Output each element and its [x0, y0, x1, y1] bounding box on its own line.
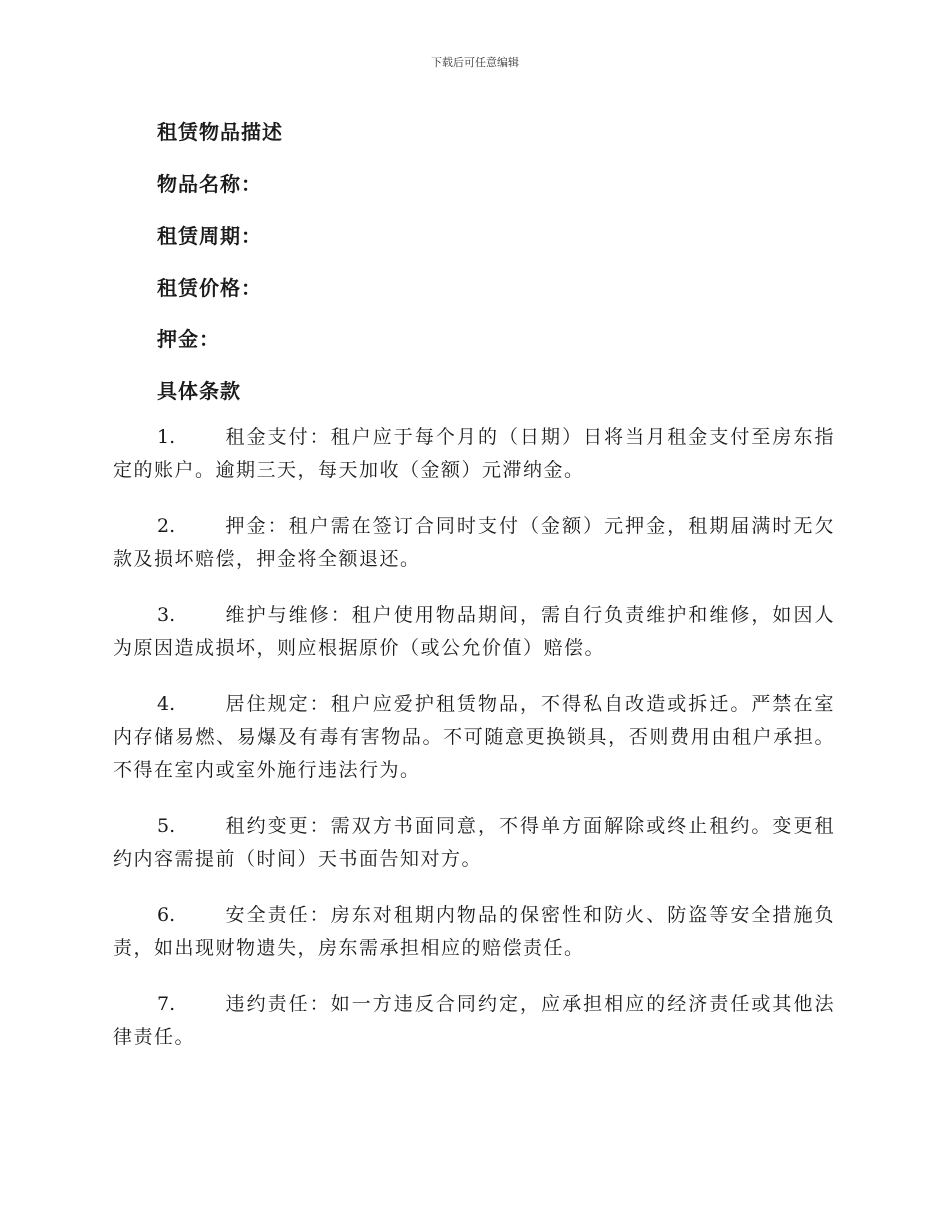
section-title-terms: 具体条款: [157, 379, 241, 403]
section-title-description: 租赁物品描述: [157, 120, 283, 144]
clause-list: [113, 421, 835, 1077]
clause-number: 1.: [157, 426, 176, 448]
field-rental-price-label: 租赁价格：: [157, 276, 262, 300]
field-item-name-label: 物品名称：: [157, 172, 262, 196]
clause-item: [113, 810, 835, 876]
clause-text: 安全责任：房东对租期内物品的保密性和防火、防盗等安全措施负责，如出现财物遗失，房东需承担相应的赔偿责任。: [113, 904, 835, 959]
clause-text: 维护与维修：租户使用物品期间，需自行负责维护和维修，如因人为原因造成损坏，则应根据原价（或公允价值）赔偿。: [113, 604, 835, 659]
clause-text: 租约变更：需双方书面同意，不得单方面解除或终止租约。变更租约内容需提前（时间）天书面告知对方。: [113, 815, 835, 870]
clause-number: 7.: [157, 993, 176, 1015]
field-rental-period-label: 租赁周期：: [157, 224, 262, 248]
clause-text: 居住规定：租户应爱护租赁物品，不得私自改造或拆迁。严禁在室内存储易燃、易爆及有毒有害物品。不可随意更换锁具，否则费用由租户承担。不得在室内或室外施行违法行为。: [113, 693, 835, 781]
clause-number: 6.: [157, 904, 176, 926]
clause-item: [113, 421, 835, 487]
clause-number: 4.: [157, 693, 176, 715]
clause-item: [113, 688, 835, 787]
clause-text: 租金支付：租户应于每个月的（日期）日将当月租金支付至房东指定的账户。逾期三天，每天加收（金额）元滞纳金。: [113, 426, 835, 481]
clause-item: [113, 510, 835, 576]
clause-text: 违约责任：如一方违反合同约定，应承担相应的经济责任或其他法律责任。: [113, 993, 835, 1048]
clause-item: [113, 899, 835, 965]
clause-text: 押金：租户需在签订合同时支付（金额）元押金，租期届满时无欠款及损坏赔偿，押金将全额退还。: [113, 515, 835, 570]
clause-item: [113, 599, 835, 665]
clause-number: 2.: [157, 515, 176, 537]
field-deposit-label: 押金：: [157, 327, 220, 351]
clause-item: [113, 988, 835, 1054]
header-note: 下载后可任意编辑: [431, 56, 519, 69]
clause-number: 5.: [157, 815, 176, 837]
clause-number: 3.: [157, 604, 176, 626]
